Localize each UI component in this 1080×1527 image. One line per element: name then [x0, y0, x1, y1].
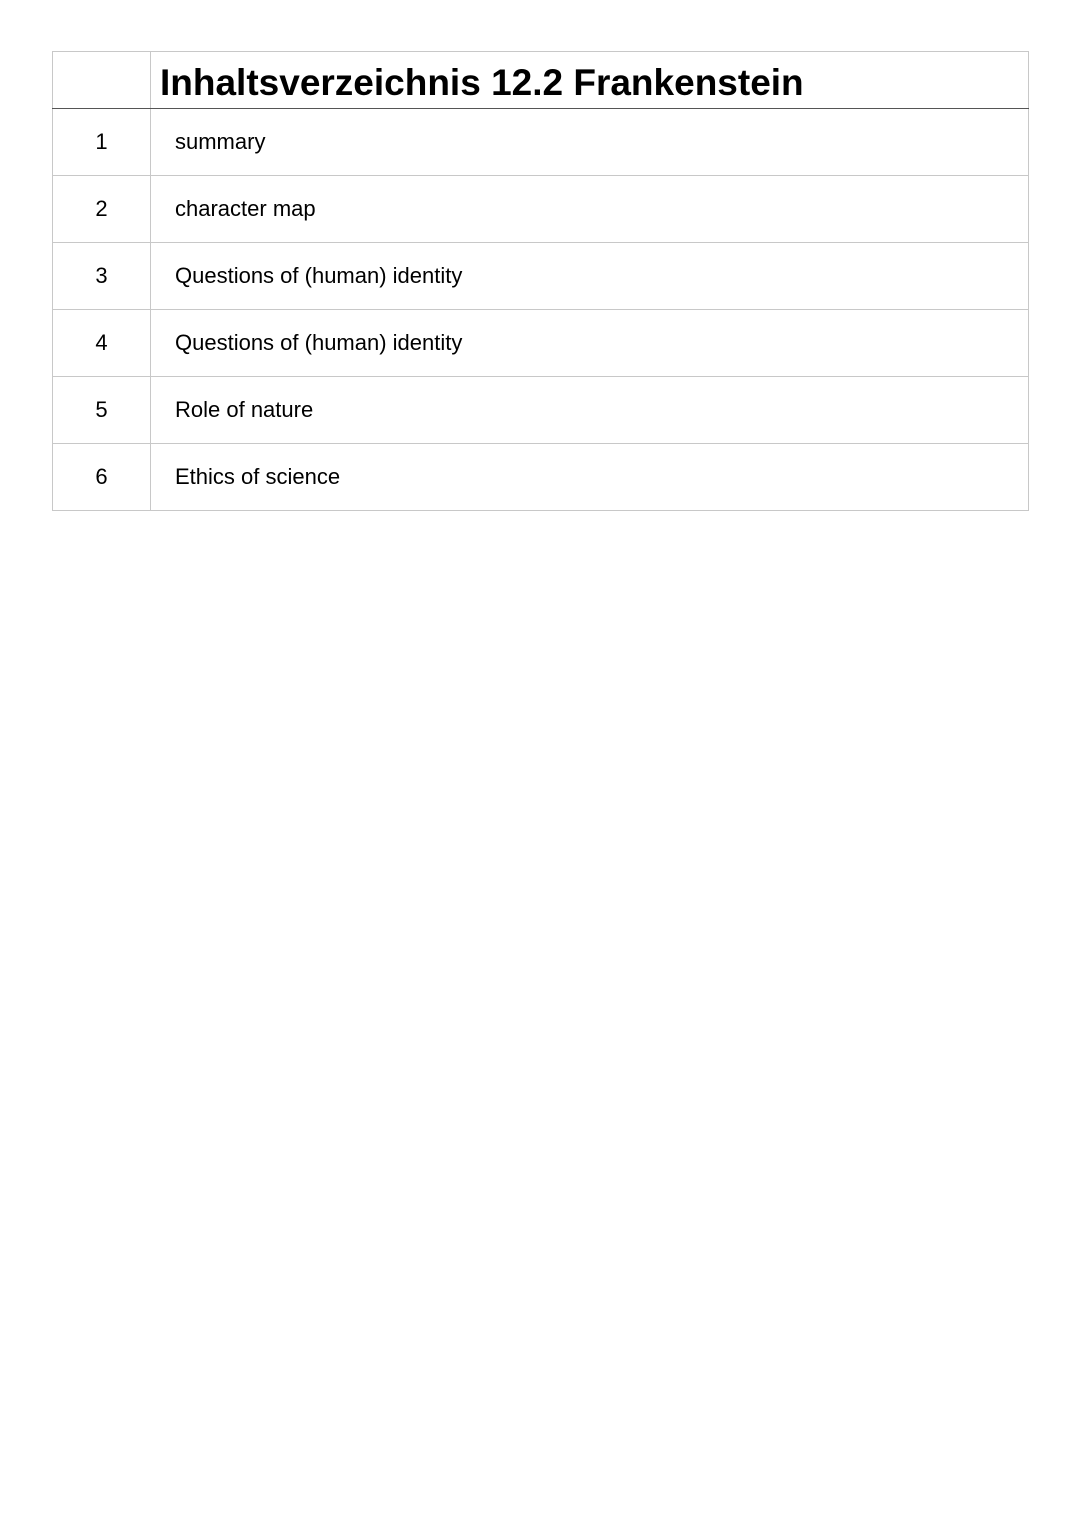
entry-title: Questions of (human) identity [151, 310, 1029, 377]
entry-title: character map [151, 176, 1029, 243]
entry-title: Role of nature [151, 377, 1029, 444]
toc-row [53, 310, 1029, 377]
entry-number: 6 [53, 444, 151, 511]
toc-header-row [53, 52, 1029, 109]
entry-number: 3 [53, 243, 151, 310]
entry-number: 1 [53, 109, 151, 176]
entry-title: Ethics of science [151, 444, 1029, 511]
toc-title: Inhaltsverzeichnis 12.2 Frankenstein [151, 52, 1029, 109]
table-of-contents [52, 51, 1029, 511]
entry-number: 2 [53, 176, 151, 243]
entry-title: summary [151, 109, 1029, 176]
entry-number: 5 [53, 377, 151, 444]
entry-title: Questions of (human) identity [151, 243, 1029, 310]
header-empty-cell [53, 52, 151, 109]
entry-number: 4 [53, 310, 151, 377]
toc-row [53, 243, 1029, 310]
toc-row [53, 176, 1029, 243]
toc-row [53, 444, 1029, 511]
toc-row [53, 109, 1029, 176]
toc-row [53, 377, 1029, 444]
